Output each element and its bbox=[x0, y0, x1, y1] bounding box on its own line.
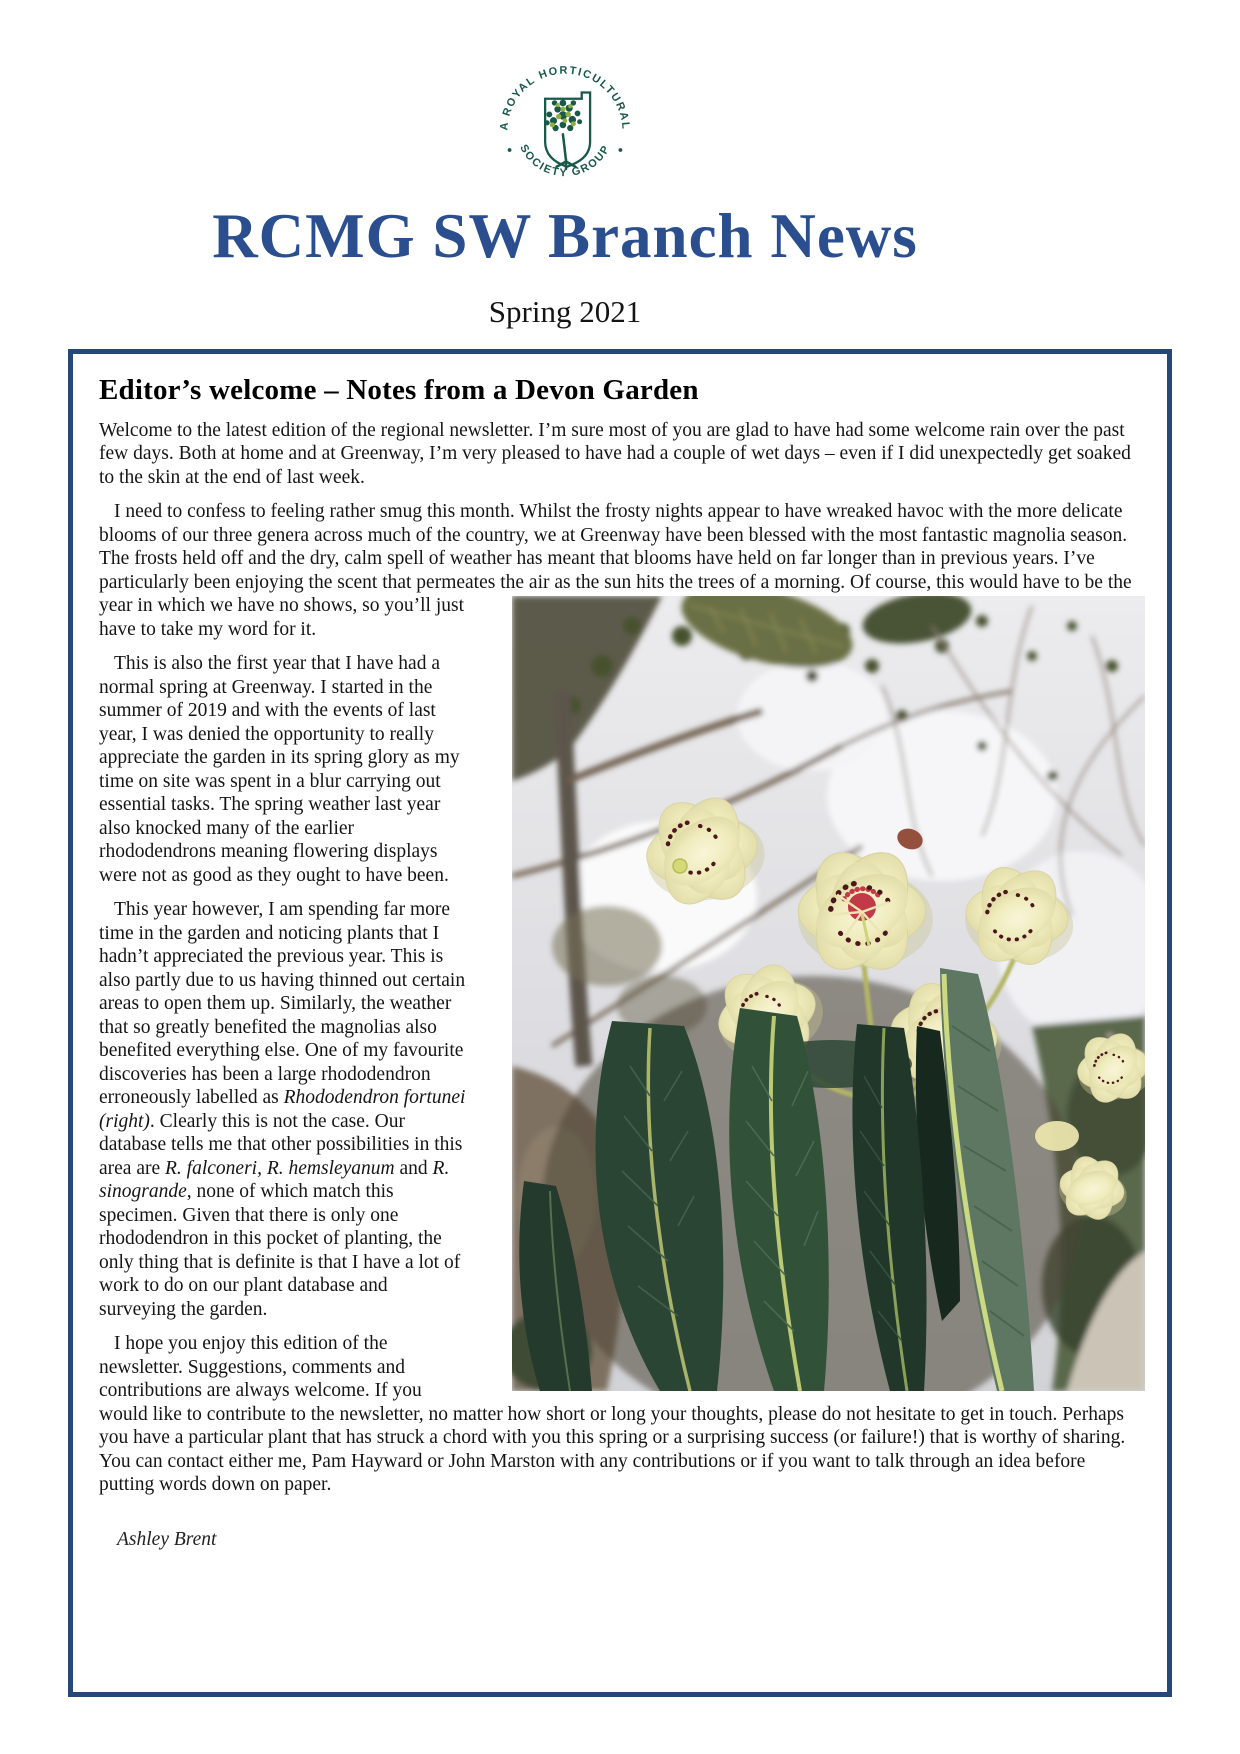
logo-ring-top-text: A ROYAL HORTICULTURAL bbox=[498, 64, 632, 131]
paragraph-3: This is also the first year that I have had a normal spring at Greenway. I started in the summer of 2019 and with the events of last year, I was denied the opportunity to really appreciate the garden in its spring glory as my time on site was spent in a blur carrying out essential tasks. The spring weather last year also knocked many of the earlier rhododendrons meaning flowering displays were not as good as they ought to have been. bbox=[99, 653, 460, 886]
masthead bbox=[0, 0, 1240, 330]
species-name-italic: R. sinogrande bbox=[99, 1157, 450, 1203]
logo-ring-bottom-text: SOCIETY GROUP bbox=[517, 142, 613, 180]
rhs-group-logo bbox=[0, 58, 1130, 198]
species-name-italic: R. falconeri, R. hemsleyanum bbox=[165, 1157, 395, 1179]
paragraph-1: Welcome to the latest edition of the regional newsletter. I’m sure most of you are glad to have had some welcome rain over the past few days. Both at home and at Greenway, I’m very pleased to have had a couple of wet days – even if I did unexpectedly get soaked to the skin at the end of last week. bbox=[99, 419, 1131, 488]
signature: Ashley Brent bbox=[117, 1528, 217, 1550]
paragraph-4: This year however, I am spending far more time in the garden and noticing plants that I hadn’t appreciated the previous year. This is also partly due to us having thinned out certain areas to open them up. Similarly, the weather that so greatly benefited the magnolias also benefited everything else. One of my favourite discoveries has been a large rhododendron erroneously labelled as Rhododendron fortunei (right). Clearly this is not the case. Our database tells me that other possibilities in this area are R. falconeri, R. hemsleyanum and R. sinogrande, none of which match this specimen. Given that there is only one rhododendron in this pocket of planting, the only thing that is definite is that I have a lot of work to do on our plant database and surveying the garden. bbox=[99, 899, 466, 1320]
rhododendron-photo-graphic bbox=[512, 596, 1145, 1391]
rhs-logo-icon bbox=[496, 58, 634, 196]
article-box bbox=[68, 349, 1172, 1697]
paragraph-2: I need to confess to feeling rather smug this month. Whilst the frosty nights appear to have wreaked havoc with the more delicate blooms of our three genera across much of the country, we at Greenway have been blessed with the most fantastic magnolia season. The frosts held off and the dry, calm spell of weather has meant that blooms have held on far longer than in previous years. I’ve particularly been enjoying the scent that permeates the air as the sun hits the trees of a morning. Of course, this would have to be the year in which we have no shows, so you’ll just have to take my word for it. bbox=[99, 500, 1137, 641]
article-heading: Editor’s welcome – Notes from a Devon Garden bbox=[99, 373, 699, 406]
paragraph-5: I hope you enjoy this edition of the newsletter. Suggestions, comments and contributions are always welcome. If you would like to contribute to the newsletter, no matter how short or long your thoughts, please do not hesitate to get in touch. Perhaps you have a particular plant that has struck a chord with you this spring or a surprising success (or failure!) that is worthy of sharing. You can contact either me, Pam Hayward or John Marston with any contributions or if you want to talk through an idea before putting words down on paper. bbox=[99, 1333, 1126, 1496]
page-title: RCMG SW Branch News bbox=[212, 201, 918, 271]
logo-tree bbox=[545, 100, 582, 169]
article-body bbox=[99, 419, 1137, 1551]
species-name-italic: Rhododendron fortunei (right) bbox=[99, 1087, 466, 1132]
issue-date: Spring 2021 bbox=[488, 293, 642, 329]
rhododendron-photo bbox=[512, 596, 1145, 1391]
